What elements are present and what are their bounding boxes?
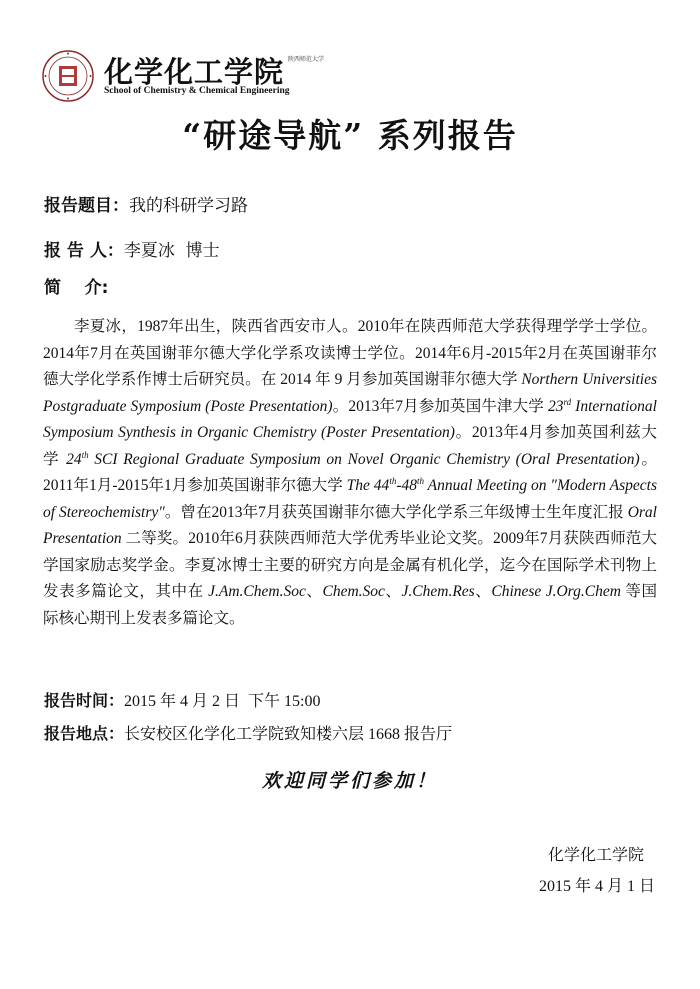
intro-text: 。2011年1月-2015年1月参加英国谢菲尔德大学 — [43, 450, 657, 494]
report-time-value: 2015 年 4 月 2 日 下午 15:00 — [124, 693, 321, 710]
report-place-label: 报告地点： — [44, 724, 125, 743]
intro-event-part: SCI Regional Graduate Symposium on Novel Organic Chemistry (Oral Presentation) — [88, 450, 640, 468]
intro-text: 。曾在2013年7月获英国谢菲尔德大学化学系三年级博士生年度汇报 — [164, 503, 628, 521]
intro-event-part: International Symposium Synthesis in Organic Chemistry (Poster Presentation) — [43, 397, 657, 441]
intro-award: Oral Presentation — [43, 503, 657, 547]
speaker-label: 报 告 人： — [44, 241, 124, 261]
intro-paragraph — [43, 314, 657, 632]
intro-text: 李夏冰，1987年出生，陕西省西安市人。2010年在陕西师范大学获得理学学士学位。2014年7月在英国谢菲尔德大学化学系攻读博士学位。2014年6月-2015年2月在英国谢菲尔德大学化学系作博士后研究员。在 2014 年 9 月参加英国谢菲尔德大学 — [43, 318, 657, 388]
intro-label: 简 介: — [44, 278, 109, 298]
intro-event-part: Annual Meeting on "Modern Aspects of Stereochemistry" — [43, 477, 657, 521]
intro-sup: th — [417, 475, 425, 486]
intro-event — [66, 451, 640, 468]
intro-event-part: The 44 — [346, 477, 390, 494]
report-time-row — [44, 688, 320, 711]
report-topic-row — [44, 191, 248, 216]
intro-journal: J.Chem.Res — [401, 583, 475, 600]
school-name-cn: 化学化工学院 — [104, 55, 285, 89]
intro-text: 。2013年7月参加英国牛津大学 — [332, 397, 548, 415]
intro-text: 二等奖。2010年6月获陕西师范大学优秀毕业论文奖。2009年7月获陕西师范大学国家励志奖学金。李夏冰博士主要的研究方向是金属有机化学，迄今在国际学术刊物上发表多篇论文，其中在 — [43, 530, 657, 600]
intro-text: 、 — [384, 583, 402, 600]
speaker-value: 李夏冰 博士 — [123, 241, 220, 261]
report-topic-value: 我的科研学习路 — [129, 196, 248, 216]
intro-text: 等国际核心期刊上发表多篇论文。 — [43, 583, 657, 627]
intro-event-part: 23 — [547, 397, 564, 415]
speaker-row — [44, 236, 220, 261]
page-title: “研途导航” 系列报告 — [182, 116, 518, 155]
intro-journal: Chem.Soc — [322, 583, 385, 600]
intro-sup: th — [81, 449, 89, 460]
signature-date: 2015 年 4 月 1 日 — [539, 878, 656, 895]
intro-journal: Chinese J.Org.Chem — [491, 583, 621, 600]
report-place-row — [44, 721, 452, 744]
school-seal-logo — [42, 50, 94, 102]
intro-label-row — [44, 273, 108, 298]
school-name-cn-small: 陕西师范大学 — [288, 56, 325, 63]
signature-organization: 化学化工学院 — [548, 847, 645, 864]
school-name-en: School of Chemistry & Chemical Engineering — [104, 86, 290, 96]
intro-text: 。2013年4月参加英国利兹大学 — [43, 424, 657, 468]
intro-event: Northern Universities Postgraduate Symposium (Poste Presentation) — [43, 371, 657, 415]
report-time-label: 报告时间： — [44, 691, 125, 710]
report-place-value: 长安校区化学化工学院致知楼六层 1668 报告厅 — [124, 726, 453, 743]
intro-sup: th — [389, 475, 397, 486]
welcome-message: 欢迎同学们参加！ — [261, 770, 438, 792]
intro-event-part: -48 — [396, 477, 417, 494]
school-header — [42, 44, 442, 112]
intro-sup: rd — [563, 396, 572, 407]
intro-event-part: 24 — [66, 450, 82, 468]
intro-text: 、 — [474, 583, 492, 600]
intro-journal: J.Am.Chem.Soc — [208, 583, 306, 600]
report-topic-label: 报告题目： — [44, 196, 129, 216]
intro-text: 、 — [305, 583, 323, 600]
